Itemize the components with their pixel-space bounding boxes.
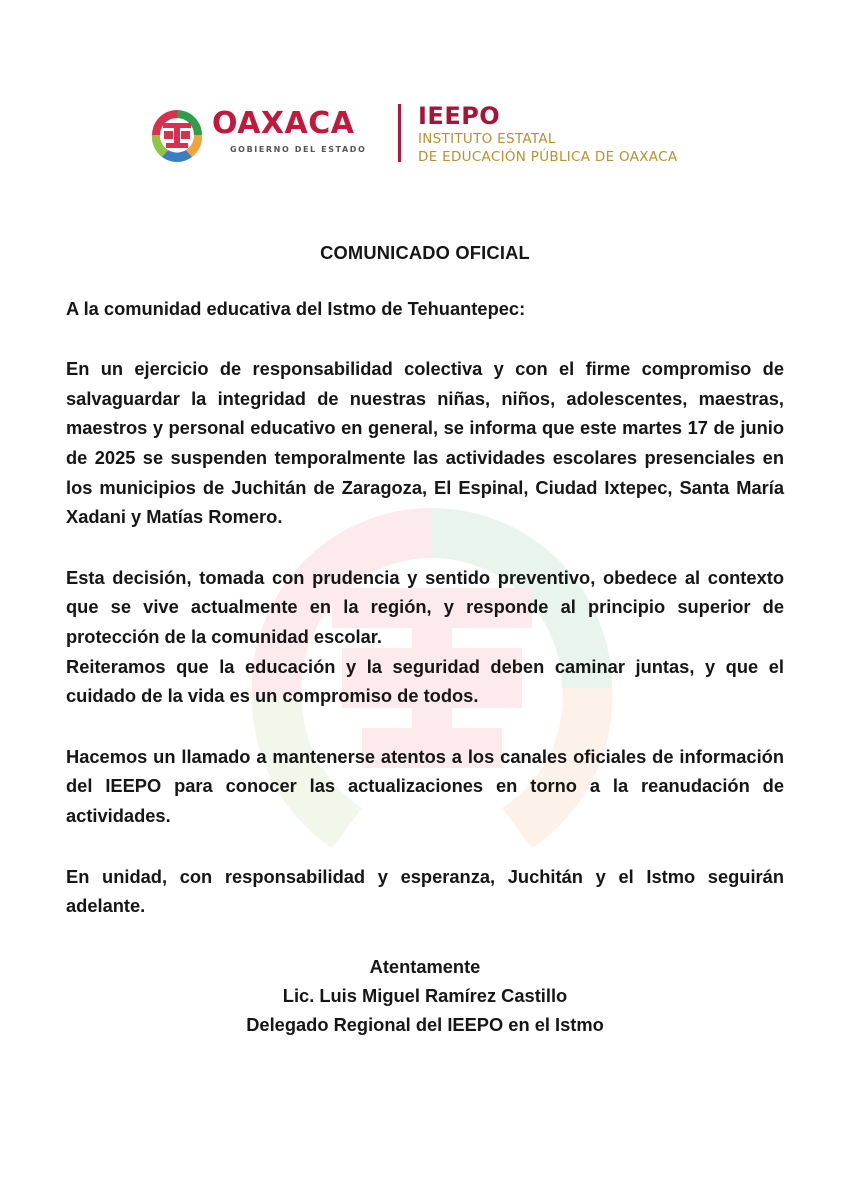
- institute-name-line1: INSTITUTO ESTATAL: [418, 131, 556, 147]
- greeting: A la comunidad educativa del Istmo de Tehuantepec:: [66, 297, 526, 319]
- gobierno-subtitle: GOBIERNO DEL ESTADO: [230, 145, 367, 154]
- document-title: COMUNICADO OFICIAL: [320, 242, 530, 263]
- ieepo-logo-text: IEEPO: [418, 102, 501, 130]
- logo-divider: [398, 104, 401, 162]
- paragraph-1: En un ejercicio de responsabilidad colectiva y con el firme compromiso de salvaguardar la integridad de nuestras niñas, niños, adolescentes, maestras, maestros y personal educativo en general, se informa que este martes 17 de junio de 2025 se suspenden temporalmente las actividades escolares presenciales en los municipios de Juchitán de Zaragoza, El Espinal, Ciudad Ixtepec, Santa María Xadani y Matías Romero.: [66, 358, 784, 528]
- paragraph-3: Reiteramos que la educación y la seguridad deben caminar juntas, y que el cuidado de la vida es un compromiso de todos.: [66, 655, 784, 707]
- document-body: [66, 238, 784, 1039]
- oaxaca-logo-text: OAXACA: [212, 106, 355, 141]
- paragraph-2: Esta decisión, tomada con prudencia y sentido preventivo, obedece al contexto que se vive actualmente en la región, y responde al principio superior de protección de la comunidad escolar.: [66, 566, 784, 647]
- oaxaca-emblem-icon: [148, 106, 206, 164]
- institute-name-line2: DE EDUCACIÓN PÚBLICA DE OAXACA: [418, 149, 678, 165]
- paragraph-4: Hacemos un llamado a mantenerse atentos a los canales oficiales de información del IEEPO para conocer las actualizaciones en torno a la reanudación de actividades.: [66, 745, 784, 826]
- signature-block: [66, 952, 784, 1039]
- signature-closing: Atentamente: [369, 955, 481, 977]
- signature-name: Lic. Luis Miguel Ramírez Castillo: [282, 984, 568, 1006]
- signature-position: Delegado Regional del IEEPO en el Istmo: [246, 1013, 604, 1035]
- paragraph-5: En unidad, con responsabilidad y esperanza, Juchitán y el Istmo seguirán adelante.: [66, 865, 784, 917]
- document-header: [148, 104, 708, 166]
